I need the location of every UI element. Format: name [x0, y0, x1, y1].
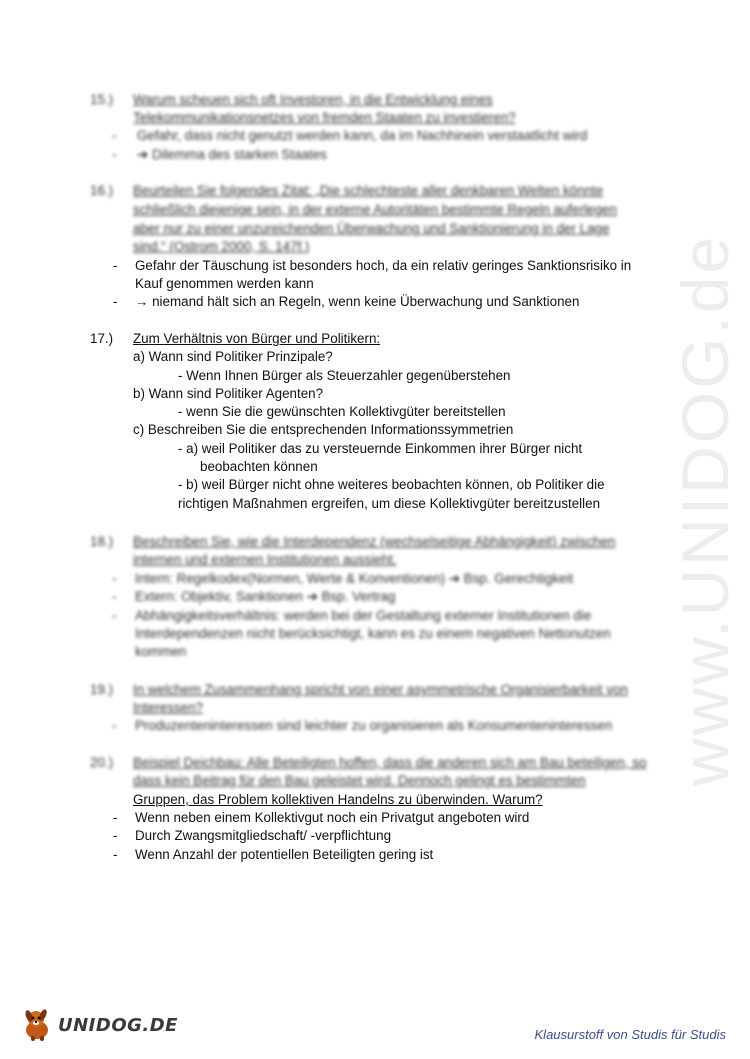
unidog-logo[interactable] [22, 1008, 178, 1042]
watermark: www.UNIDOG.de [668, 233, 742, 787]
subquestion-a: a) Wann sind Politiker Prinzipale? [133, 349, 333, 364]
question-text: Beispiel Deichbau: Alle Beteiligten hoffen, dass die anderen sich am Bau beteiligen, so [133, 755, 647, 770]
answer-c-a: - a) weil Politiker das zu versteuernde Einkommen ihrer Bürger nicht [178, 441, 583, 456]
question-text: Beschreiben Sie, wie die Interdependenz (wechselseitige Abhängigkeit) zwischen [133, 534, 616, 549]
answer-text: Gefahr, dass nicht genutzt werden kann, da im Nachhinein verstaatlicht wird [137, 128, 588, 143]
question-text: dass kein Beitrag für den Bau geleistet wird. Dennoch gelingt es bestimmten [133, 773, 586, 788]
question-text: aber nur zu einer unzureichenden Überwachung und Sanktionierung in der Lage [133, 221, 610, 236]
bullet-dash: - [112, 608, 117, 623]
answer-text: Durch Zwangsmitgliedschaft/ -verpflichtung [135, 828, 392, 843]
answer-text: Wenn neben einem Kollektivgut noch ein Privatgut angeboten wird [135, 810, 530, 825]
question-text: schließlich diejenige sein, in der externe Autoritäten bestimmte Regeln auferlegen [133, 202, 617, 217]
answer-text: Extern: Objektiv, Sanktionen ➔ Bsp. Vertrag [135, 589, 396, 604]
answer-a: - Wenn Ihnen Bürger als Steuerzahler gegenüberstehen [178, 368, 511, 383]
bullet-dash: - [113, 828, 118, 843]
question-text: Interessen? [133, 700, 203, 715]
answer-b: - wenn Sie die gewünschten Kollektivgüter bereitstellen [178, 404, 506, 419]
bullet-dash: - [112, 571, 117, 586]
question-number: 16.) [90, 183, 114, 198]
answer-text: Kauf genommen werden kann [135, 276, 314, 291]
subquestion-b: b) Wann sind Politiker Agenten? [133, 386, 324, 401]
answer-text: Abhängigkeitsverhältnis: werden bei der Gestaltung externer Institutionen die [135, 608, 592, 623]
bullet-dash: - [112, 718, 117, 733]
answer-text: kommen [135, 644, 187, 659]
question-text: sind.“ (Ostrom 2000, S. 147f.) [133, 239, 310, 254]
answer-text: Wenn Anzahl der potentiellen Beteiligten gering ist [135, 847, 434, 862]
bullet-dash: - [112, 147, 117, 162]
answer-text: Interdependenzen nicht berücksichtigt, kann es zu einem negativen Nettonutzen [135, 626, 611, 641]
answer-text: Gefahr der Täuschung ist besonders hoch, da ein relativ geringes Sanktionsrisiko in [135, 258, 632, 273]
question-number: 17.) [90, 331, 114, 346]
footer-tagline: Klausurstoff von Studis für Studis [534, 1027, 726, 1042]
logo-text: UNIDOG.DE [58, 1014, 178, 1036]
question-number: 15.) [90, 92, 114, 107]
bullet-dash: - [113, 258, 118, 273]
subquestion-c: c) Beschreiben Sie die entsprechenden Informationssymmetrien [133, 422, 514, 437]
bullet-dash: - [113, 847, 118, 862]
question-text: internen und externen Institutionen aussieht. [133, 552, 397, 567]
question-heading: Zum Verhältnis von Bürger und Politikern: [133, 331, 381, 346]
question-number: 19.) [90, 682, 114, 697]
bullet-dash: - [113, 294, 118, 309]
question-number: 18.) [90, 534, 114, 549]
question-text: Telekommunikationsnetzes von fremden Staaten zu investieren? [133, 110, 516, 125]
question-number: 20.) [90, 755, 114, 770]
answer-text: Produzenteninteressen sind leichter zu organisieren als Konsumenteninteressen [135, 718, 613, 733]
answer-text: → niemand hält sich an Regeln, wenn keine Überwachung und Sanktionen [135, 294, 580, 309]
question-text: Gruppen, das Problem kollektiven Handelns zu überwinden. Warum? [133, 792, 543, 807]
bullet-dash: - [113, 810, 118, 825]
answer-c-b-cont: richtigen Maßnahmen ergreifen, um diese Kollektivgüter bereitzustellen [178, 496, 601, 511]
answer-c-b: - b) weil Bürger nicht ohne weiteres beobachten können, ob Politiker die [178, 477, 605, 492]
question-text: Warum scheuen sich oft Investoren, in die Entwicklung eines [133, 92, 493, 107]
bullet-dash: - [112, 128, 117, 143]
bullet-dash: - [112, 589, 117, 604]
question-text: In welchem Zusammenhang spricht von einer asymmetrische Organisierbarkeit von [133, 682, 628, 697]
question-text: Beurteilen Sie folgendes Zitat: „Die schlechteste aller denkbaren Welten könnte [133, 183, 604, 198]
answer-c-a-cont: beobachten können [200, 459, 318, 474]
answer-text: ➔ Dilemma des starken Staates [137, 147, 327, 162]
answer-text: Intern: Regelkodex(Normen, Werte & Konventionen) ➔ Bsp. Gerechtigkeit [135, 571, 574, 586]
dog-mascot-icon [22, 1008, 54, 1042]
